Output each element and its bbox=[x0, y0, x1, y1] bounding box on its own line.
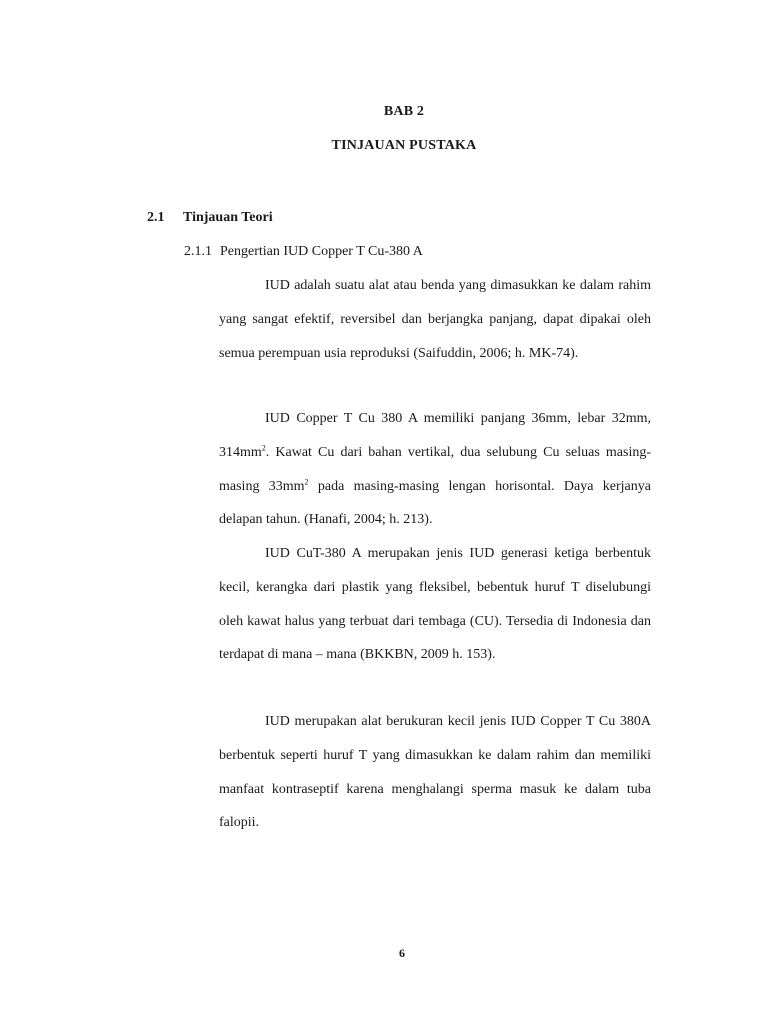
chapter-number: BAB 2 bbox=[383, 104, 425, 119]
paragraph-iud-definition: IUD adalah suatu alat atau benda yang dimasukkan ke dalam rahim yang sangat efektif, reversibel dan berjangka panjang, dapat dipakai oleh semua perempuan usia reproduksi (Saifuddin, 2006; h. MK-74). bbox=[219, 278, 651, 361]
section-number: 2.1 bbox=[147, 210, 165, 225]
paragraph-iud-generation: IUD CuT-380 A merupakan jenis IUD generasi ketiga berbentuk kecil, kerangka dari plastik yang fleksibel, bebentuk huruf T diselubungi oleh kawat halus yang terbuat dari tembaga (CU). Tersedia di Indonesia dan terdapat di mana – mana (BKKBN, 2009 h. 153). bbox=[219, 546, 651, 663]
paragraph-text: pada masing-masing lengan horisontal. Daya kerjanya delapan tahun. (Hanafi, 2004; h. 213). bbox=[219, 478, 651, 528]
chapter-title: TINJAUAN PUSTAKA bbox=[331, 138, 477, 153]
paragraph-text: . Kawat Cu dari bahan vertikal, dua selubung Cu seluas masing- masing 33mm bbox=[219, 444, 651, 494]
paragraph-iud-function: IUD merupakan alat berukuran kecil jenis IUD Copper T Cu 380A berbentuk seperti huruf T yang dimasukkan ke dalam rahim dan memiliki manfaat kontraseptif karena menghalangi sperma masuk ke dalam tuba falopii. bbox=[219, 714, 651, 831]
section-title: Tinjauan Teori bbox=[183, 210, 273, 225]
subsection-title: Pengertian IUD Copper T Cu-380 A bbox=[220, 244, 423, 259]
subsection-heading bbox=[184, 244, 423, 260]
paragraph-iud-dimensions bbox=[219, 402, 651, 537]
superscript: 2 bbox=[304, 476, 309, 486]
paragraph-text: IUD Copper T Cu 380 A memiliki panjang 36mm, lebar 32mm, 314mm bbox=[219, 411, 651, 460]
subsection-number: 2.1.1 bbox=[184, 244, 212, 259]
superscript: 2 bbox=[261, 443, 266, 453]
section-heading bbox=[147, 210, 273, 226]
page-number: 6 bbox=[399, 946, 405, 960]
